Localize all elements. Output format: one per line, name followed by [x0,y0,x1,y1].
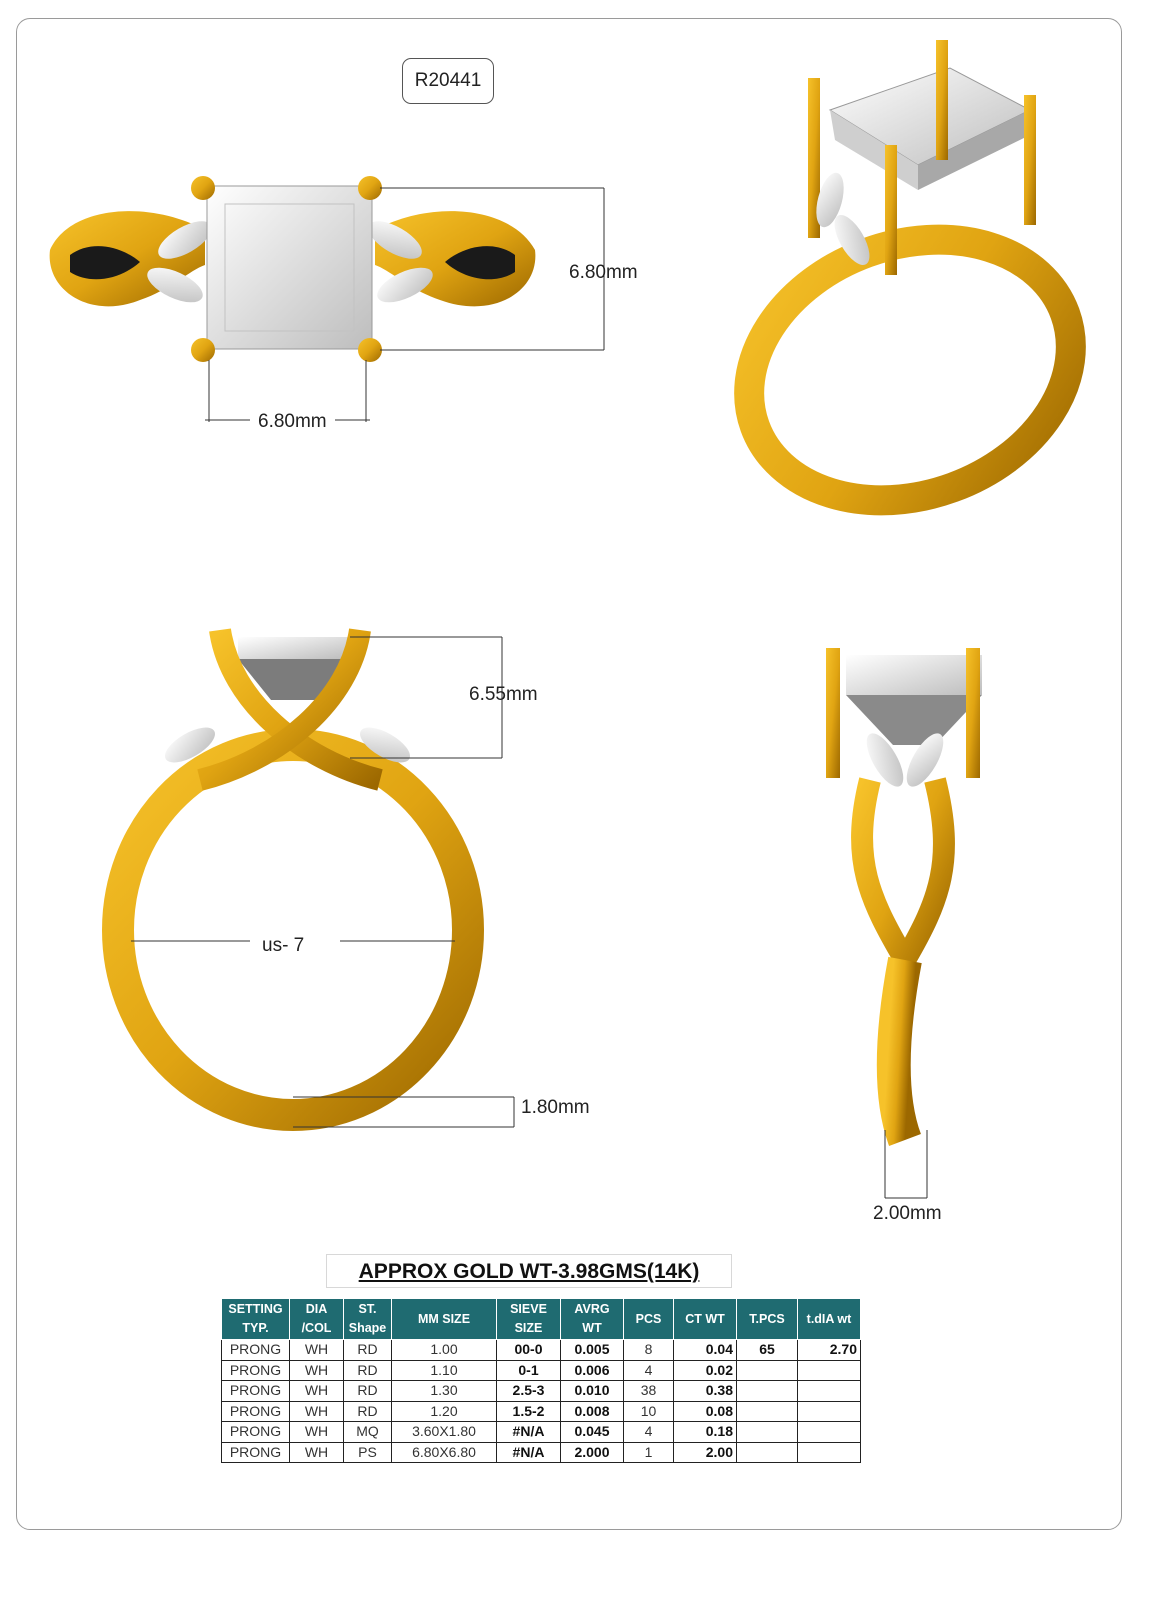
table-cell: PRONG [222,1340,290,1361]
table-cell: 4 [624,1360,674,1381]
table-cell: 0.008 [561,1401,624,1422]
table-cell: 6.80X6.80 [392,1442,497,1463]
ring-size-label: us- 7 [262,935,305,956]
col-dia-color: DIA /COL [290,1299,344,1340]
perspective-view-ring [712,40,1108,544]
table-cell: MQ [344,1422,392,1443]
table-cell: 1.20 [392,1401,497,1422]
table-cell [798,1442,861,1463]
table-cell: #N/A [497,1422,561,1443]
col-stone-shape: ST. Shape [344,1299,392,1340]
table-cell: WH [290,1401,344,1422]
table-cell: 8 [624,1340,674,1361]
top-height-label: 6.80mm [569,262,638,283]
col-total-pcs: T.PCS [737,1299,798,1340]
table-cell: WH [290,1340,344,1361]
table-cell: 0-1 [497,1360,561,1381]
table-cell: 1.00 [392,1340,497,1361]
table-cell: 38 [624,1381,674,1402]
table-cell: 4 [624,1422,674,1443]
table-cell: RD [344,1340,392,1361]
table-cell: 0.08 [674,1401,737,1422]
table-cell: 0.02 [674,1360,737,1381]
table-row [222,1442,861,1463]
table-cell: WH [290,1442,344,1463]
table-row [222,1381,861,1402]
table-cell: PRONG [222,1422,290,1443]
table-cell: PRONG [222,1401,290,1422]
table-cell: 1 [624,1442,674,1463]
table-cell: 00-0 [497,1340,561,1361]
table-cell: 0.38 [674,1381,737,1402]
table-cell: 0.006 [561,1360,624,1381]
col-sieve-size: SIEVE SIZE [497,1299,561,1340]
table-header-row [222,1299,861,1340]
table-cell: PRONG [222,1381,290,1402]
table-cell: 1.5-2 [497,1401,561,1422]
table-cell [798,1422,861,1443]
shank-thickness-label: 2.00mm [873,1203,942,1224]
col-mm-size: MM SIZE [392,1299,497,1340]
table-cell: PS [344,1442,392,1463]
design-code: R20441 [402,58,494,104]
table-cell: PRONG [222,1442,290,1463]
table-cell: WH [290,1422,344,1443]
table-row [222,1401,861,1422]
table-cell [798,1360,861,1381]
table-cell: 65 [737,1340,798,1361]
table-cell: 1.30 [392,1381,497,1402]
stone-spec-table [221,1298,861,1463]
table-cell: 1.10 [392,1360,497,1381]
table-cell: 2.00 [674,1442,737,1463]
top-view-ring [50,176,536,362]
table-cell: WH [290,1381,344,1402]
table-cell: 0.18 [674,1422,737,1443]
table-cell: 2.70 [798,1340,861,1361]
table-cell: RD [344,1360,392,1381]
table-row [222,1340,861,1361]
table-cell: WH [290,1360,344,1381]
table-cell: RD [344,1401,392,1422]
table-cell [737,1422,798,1443]
table-cell: 10 [624,1401,674,1422]
table-cell: PRONG [222,1360,290,1381]
table-cell [798,1381,861,1402]
gold-weight-title: APPROX GOLD WT-3.98GMS(14K) [326,1254,732,1288]
col-setting-type: SETTING TYP. [222,1299,290,1340]
col-avg-weight: AVRG WT [561,1299,624,1340]
table-cell: #N/A [497,1442,561,1463]
table-cell: 2.000 [561,1442,624,1463]
table-cell: 0.045 [561,1422,624,1443]
table-cell: RD [344,1381,392,1402]
table-cell [737,1442,798,1463]
table-cell: 0.010 [561,1381,624,1402]
table-row [222,1360,861,1381]
table-cell: 0.04 [674,1340,737,1361]
front-height-label: 6.55mm [469,684,538,705]
table-row [222,1422,861,1443]
table-cell: 3.60X1.80 [392,1422,497,1443]
table-cell [737,1381,798,1402]
side-view-ring [826,648,982,1140]
table-cell: 2.5-3 [497,1381,561,1402]
table-cell [737,1401,798,1422]
front-view-ring [118,630,468,1115]
col-total-dia-weight: t.dIA wt [798,1299,861,1340]
table-cell: 0.005 [561,1340,624,1361]
top-width-label: 6.80mm [258,411,327,432]
col-pcs: PCS [624,1299,674,1340]
col-ct-weight: CT WT [674,1299,737,1340]
table-cell [798,1401,861,1422]
table-cell [737,1360,798,1381]
band-width-label: 1.80mm [521,1097,590,1118]
